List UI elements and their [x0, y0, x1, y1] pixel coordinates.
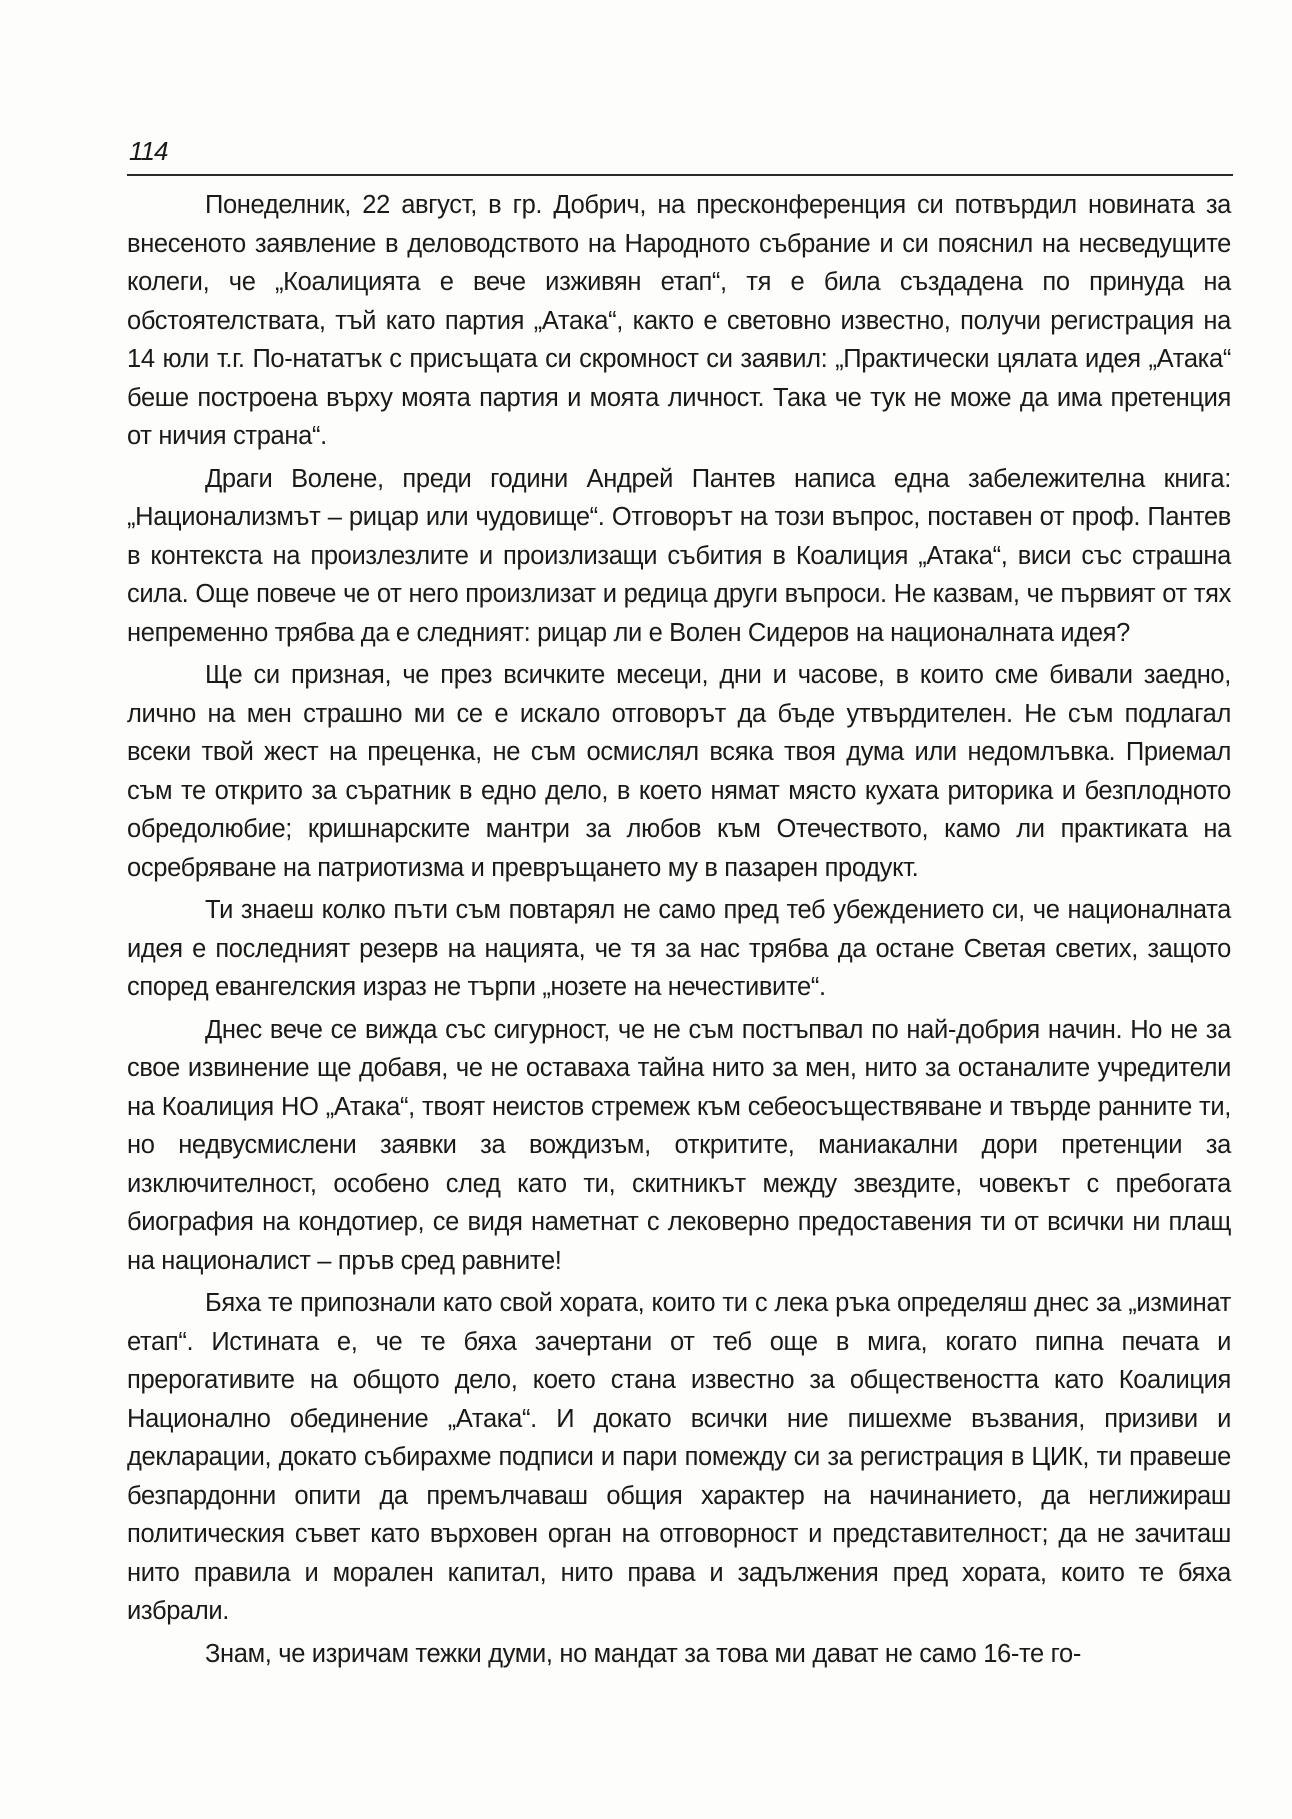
paragraph: Понеделник, 22 август, в гр. Добрич, на пресконференция си потвърдил новината за внесеното заявление в деловодството на Народното събрание и си пояснил на несведущите колеги, че „Коалицията е вече изживян етап“, тя е била създадена по принуда на обстоятелствата, тъй като партия „Атака“, както е световно известно, получи регистрация на 14 юли т.г. По-нататък с присъщата си скромност си заявил: „Практически цялата идея „Атака“ беше построена върху моята партия и моята личност. Така че тук не може да има претенция от ничия страна“.	[127, 191, 1231, 450]
paragraph: Днес вече се вижда със сигурност, че не съм постъпвал по най-добрия начин. Но не за свое извинение ще добавя, че не оставаха тайна нито за мен, нито за останалите учредители на Коалиция НО „Атака“, твоят неистов стремеж към себеосъществяване и твърде ранните ти, но недвусмислени заявки за вождизъм, откритите, маниакални дори претенции за изключителност, особено след като ти, скитникът между звездите, човекът с пребогата биография на кондотиер, се видя наметнат с лековерно предоставения ти от всички ни плащ на националист – пръв сред равните!	[127, 1015, 1231, 1275]
paragraph: Знам, че изричам тежки думи, но мандат за това ми дават не само 16-те го-	[205, 1639, 1081, 1668]
page-number: 114	[129, 136, 168, 166]
paragraph: Бяха те припознали като свой хората, които ти с лека ръка определяш днес за „изминат етап“. Истината е, че те бяха зачертани от теб още в мига, когато пипна печата и прерогативите на общото дело, което стана известно за обществеността като Коалиция Национално обединение „Атака“. И докато всички ние пишехме възвания, призиви и декларации, докато събирахме подписи и пари помежду си за регистрация в ЦИК, ти правеше безпардонни опити да премълчаваш общия характер на начинанието, да неглижираш политическия съвет като върховен орган на отговорност и представителност; да не зачиташ нито правила и морален капитал, нито права и задължения пред хората, които те бяха избрали.	[127, 1289, 1231, 1625]
paragraph: Драги Волене, преди години Андрей Пантев написа една забележителна книга: „Национализмът – рицар или чудовище“. Отговорът на този въпрос, поставен от проф. Пантев в контекста на произлезлите и произлизащи събития в Коалиция „Атака“, виси със страшна сила. Още повече че от него произлизат и редица други въпроси. Не казвам, че първият от тях непременно трябва да е следният: рицар ли е Волен Сидеров на националната идея?	[127, 464, 1231, 647]
body-text	[127, 186, 1231, 1677]
paragraph: Ти знаеш колко пъти съм повтарял не само пред теб убеждението си, че националната идея е последният резерв на нацията, че тя за нас трябва да остане Светая светих, защото според евангелския израз не търпи „нозете на нечестивите“.	[127, 896, 1231, 1001]
paragraph: Ще си призная, че през всичките месеци, дни и часове, в които сме бивали заедно, лично на мен страшно ми се е искало отговорът да бъде утвърдителен. Не съм подлагал всеки твой жест на преценка, не съм осмислял всяка твоя дума или недомлъвка. Приемал съм те открито за съратник в едно дело, в което нямат място кухата риторика и безплодното обредолюбие; кришнарските мантри за любов към Отечеството, камо ли практиката на осребряване на патриотизма и превръщането му в пазарен продукт.	[127, 661, 1231, 882]
page-header	[127, 132, 1233, 176]
